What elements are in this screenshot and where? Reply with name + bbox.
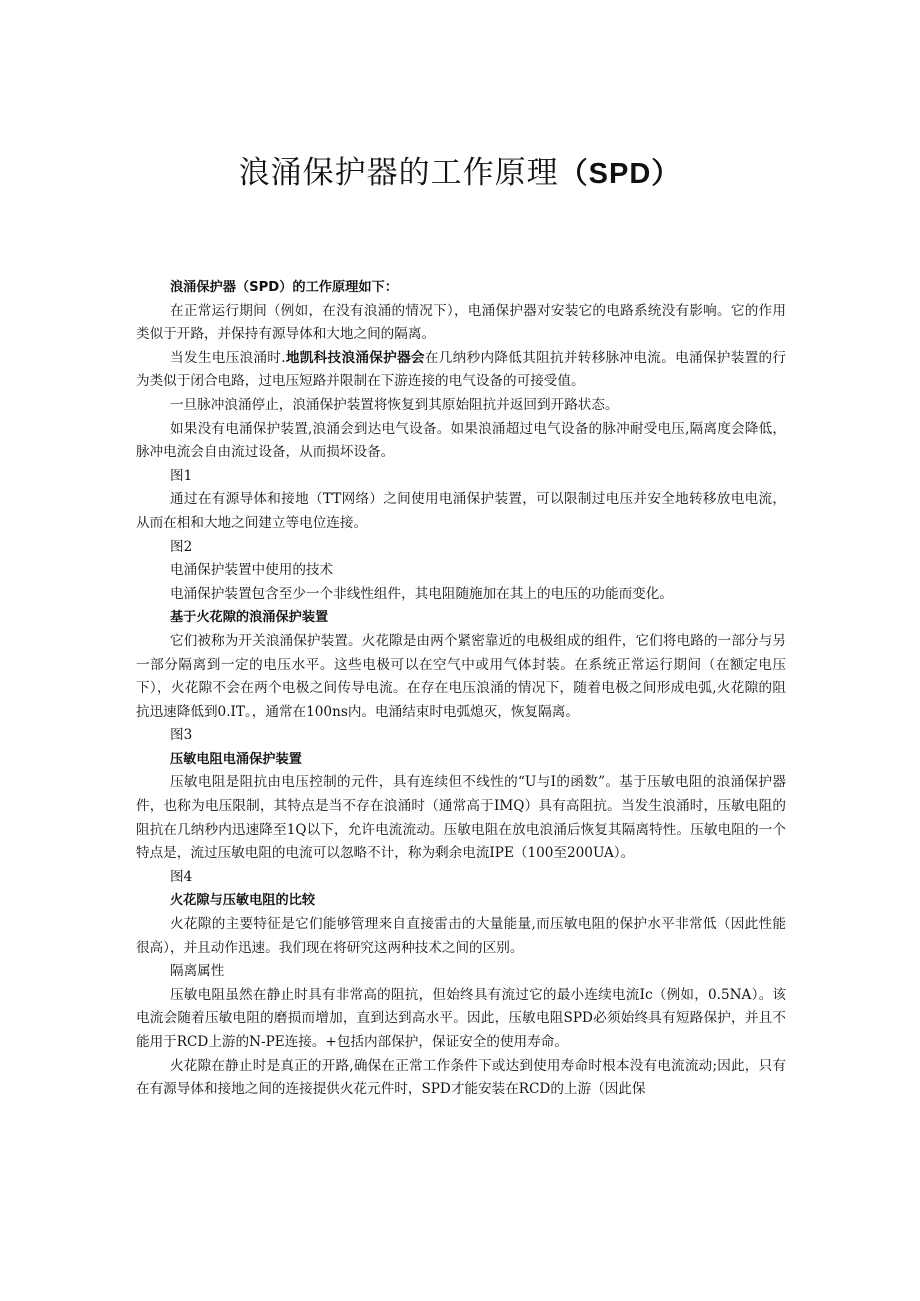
surge-lead: 当发生电压浪涌时.: [170, 349, 286, 366]
paragraph-tt-network: 通过在有源导体和接地（TT网络）之间使用电涌保护装置，可以限制过电压并安全地转移放电电流，从而在相和大地之间建立等电位连接。: [136, 491, 786, 531]
paragraph-voltage-surge: [136, 347, 786, 394]
surge-rest: 在几纳秒内降低其阻抗并转移脉冲电流。电涌保护装置的行为类似于闭合电路，过电压短路并限制在下游连接的电气设备的可接受值。: [136, 349, 787, 390]
figure-label-3: 图3: [170, 727, 193, 744]
brand-highlight: 地凯科技浪涌保护器会: [285, 349, 425, 366]
title-main: 浪涌保护器的工作原理: [238, 154, 559, 191]
paragraph-comparison: 火花隙的主要特征是它们能够管理来自直接雷击的大量能量,而压敏电阻的保护水平非常低（因此性能很高），并且动作迅速。我们现在将研究这两种技术之间的区别。: [136, 916, 786, 956]
paragraph-no-protection: 如果没有电涌保护装置,浪涌会到达电气设备。如果浪涌超过电气设备的脉冲耐受电压,隔离度会降低，脉冲电流会自由流过设备，从而损坏设备。: [136, 420, 786, 461]
intro-heading: 浪涌保护器（SPD）的工作原理如下：: [170, 280, 398, 295]
paragraph-spark-gap: 它们被称为开关浪涌保护装置。火花隙是由两个紧密靠近的电极组成的组件，它们将电路的一部分与另一部分隔离到一定的电压水平。这些电极可以在空气中或用气体封装。在系统正常运行期间（在额定电压下），火花隙不会在两个电极之间传导电流。在存在电压浪涌的情况下，随着电极之间形成电弧,火花隙的阻抗迅速降低到0.IT。，通常在100ns内。电涌结束时电弧熄灭，恢复隔离。: [136, 632, 786, 720]
figure-label-2: 图2: [170, 538, 193, 555]
heading-varistor: 压敏电阻电涌保护装置: [170, 751, 302, 767]
document-body: [136, 276, 786, 1102]
title-suffix: （SPD）: [558, 157, 682, 190]
heading-spark-gap: 基于火花隙的浪涌保护装置: [170, 610, 329, 626]
paragraph-normal-operation: 在正常运行期间（例如，在没有浪涌的情况下），电涌保护器对安装它的电路系统没有影响。它的作用类似于开路，并保持有源导体和大地之间的隔离。: [136, 302, 786, 343]
section-isolation: 隔离属性: [170, 963, 225, 980]
figure-label-4: 图4: [170, 868, 193, 885]
paragraph-spark-gap-isolation: 火花隙在静止时是真正的开路,确保在正常工作条件下或达到使用寿命时根本没有电流流动;因此，只有在有源导体和接地之间的连接提供火花元件时，SPD才能安装在RCD的上游（因此保: [136, 1057, 786, 1098]
heading-comparison: 火花隙与压敏电阻的比较: [170, 893, 316, 909]
section-technology: 电涌保护装置中使用的技术: [170, 562, 334, 579]
figure-label-1: 图1: [170, 467, 193, 484]
paragraph-surge-stop: 一旦脉冲浪涌停止，浪涌保护装置将恢复到其原始阻抗并返回到开路状态。: [170, 396, 619, 413]
paragraph-varistor: 压敏电阻是阻抗由电压控制的元件，具有连续但不线性的“U与I的函数”。基于压敏电阻的浪涌保护器件，也称为电压限制，其特点是当不存在浪涌时（通常高于IMQ）具有高阻抗。当发生浪涌时，压敏电阻的阻抗在几纳秒内迅速降至1Q以下，允许电流流动。压敏电阻在放电浪涌后恢复其隔离特性。压敏电阻的一个特点是，流过压敏电阻的电流可以忽略不计，称为剩余电流IPE（100至200UA）。: [136, 774, 786, 862]
paragraph-varistor-isolation: 压敏电阻虽然在静止时具有非常高的阻抗，但始终具有流过它的最小连续电流Ic（例如，0.5NA）。该电流会随着压敏电阻的磨损而增加，直到达到高水平。因此，压敏电阻SPD必须始终具有短路保护，并且不能用于RCD上游的N-PE连接。+包括内部保护，保证安全的使用寿命。: [136, 986, 786, 1050]
paragraph-nonlinear: 电涌保护装置包含至少一个非线性组件，其电阻随施加在其上的电压的功能而变化。: [170, 585, 673, 602]
document-title: [0, 149, 920, 198]
